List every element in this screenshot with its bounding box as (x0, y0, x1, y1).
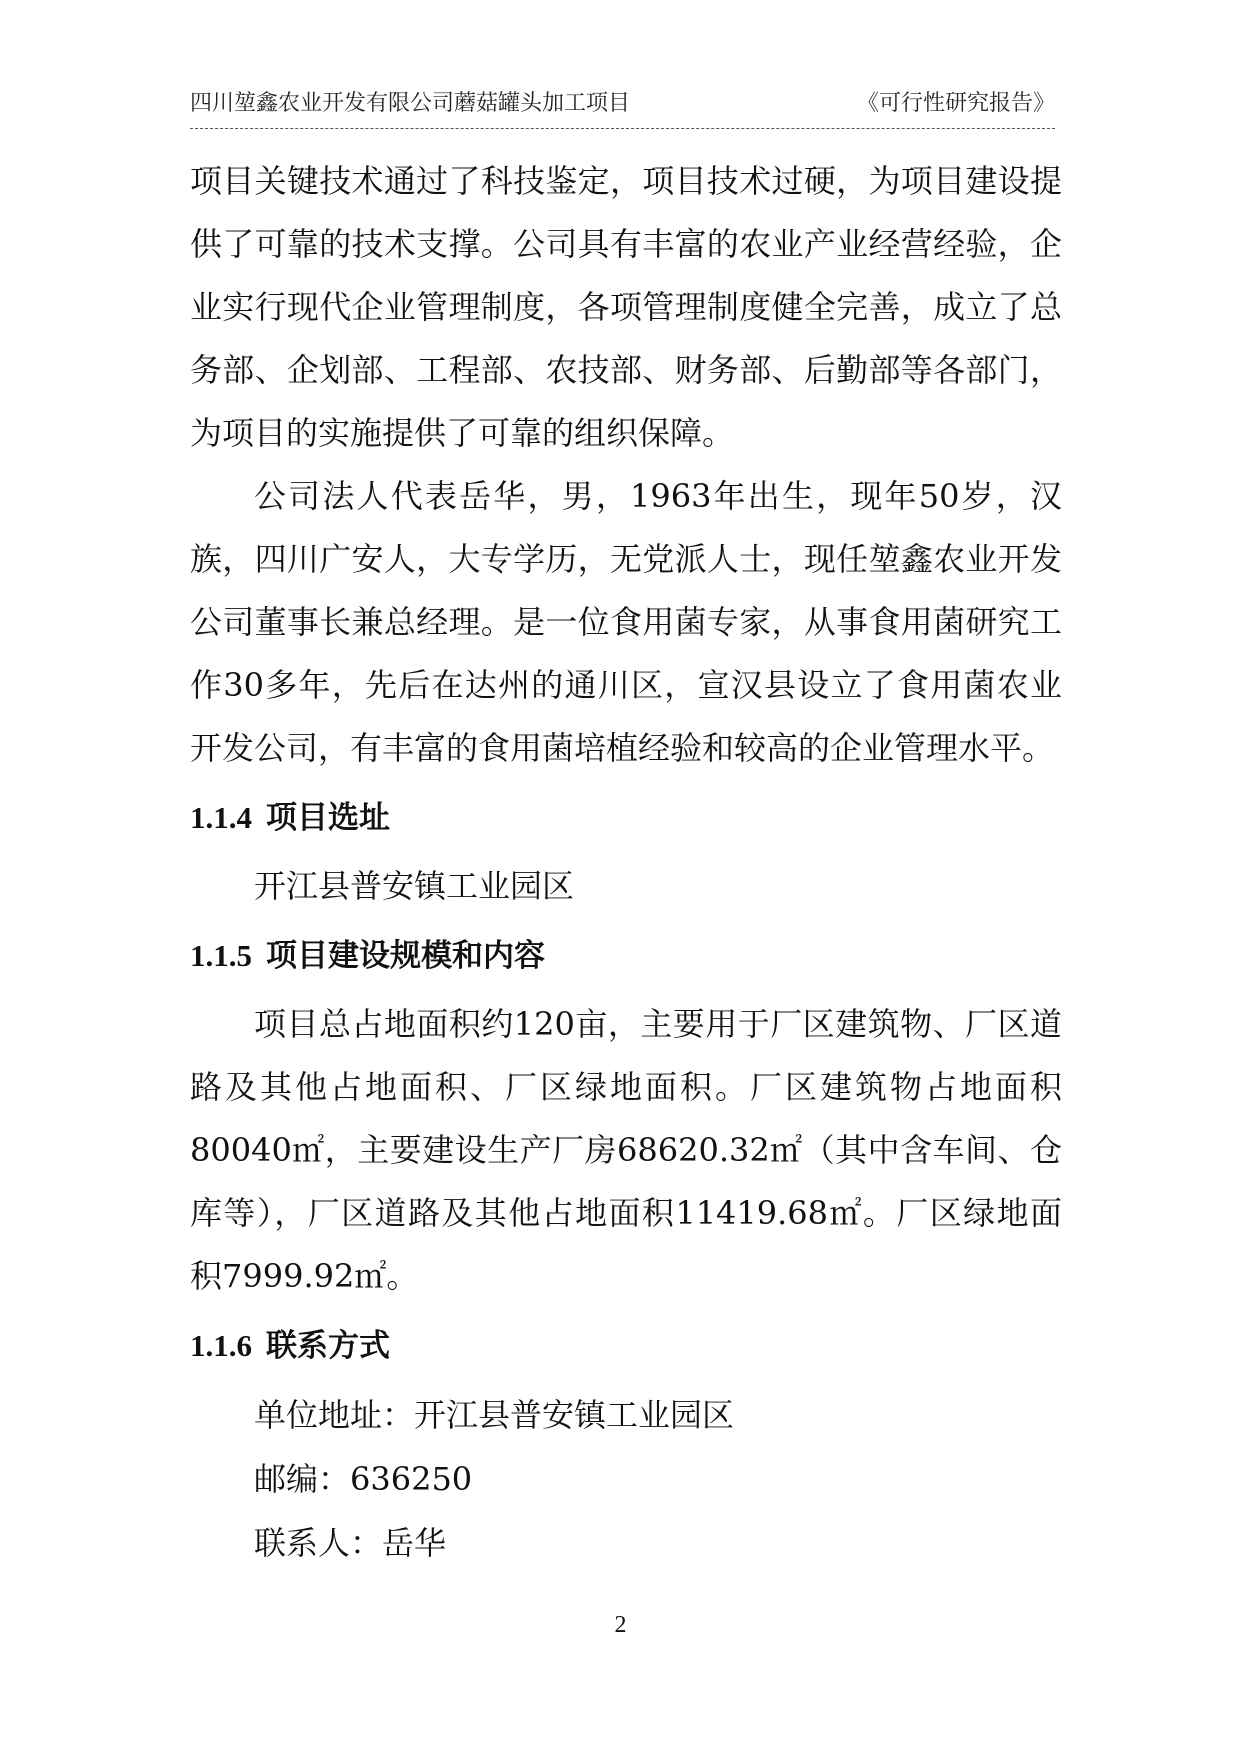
header-divider (190, 128, 1055, 129)
section-1-1-5-heading (190, 918, 1062, 993)
section-title: 项目选址 (266, 800, 390, 836)
contact-person: 联系人：岳华 (254, 1524, 447, 1562)
document-body (190, 150, 1062, 1575)
section-title: 项目建设规模和内容 (266, 938, 545, 974)
header-project-title: 四川堃鑫农业开发有限公司蘑菇罐头加工项目 (190, 91, 631, 116)
legal-representative-paragraph: 公司法人代表岳华，男，1963年出生，现年50岁，汉族，四川广安人，大专学历，无党派人士，现任堃鑫农业开发公司董事长兼总经理。是一位食用菌专家，从事食用菌研究工作30多年，先后在达州的通川区，宣汉县设立了食用菌农业开发公司，有丰富的食用菌培植经验和较高的企业管理水平。 (190, 477, 1062, 767)
section-number: 1.1.5 (190, 938, 252, 973)
project-site-paragraph: 开江县普安镇工业园区 (254, 867, 575, 905)
construction-scale-paragraph: 项目总占地面积约120亩，主要用于厂区建筑物、厂区道路及其他占地面积、厂区绿地面积。厂区建筑物占地面积80040㎡，主要建设生产厂房68620.32㎡（其中含车间、仓库等），厂区道路及其他占地面积11419.68㎡。厂区绿地面积7999.92㎡。 (190, 1005, 1062, 1295)
section-number: 1.1.6 (190, 1328, 252, 1363)
page-header (190, 86, 1055, 116)
section-1-1-6-heading (190, 1308, 1062, 1383)
contact-postcode: 邮编：636250 (254, 1460, 473, 1498)
contact-address: 单位地址：开江县普安镇工业园区 (254, 1396, 735, 1434)
intro-paragraph: 项目关键技术通过了科技鉴定，项目技术过硬，为项目建设提供了可靠的技术支撑。公司具有丰富的农业产业经营经验，企业实行现代企业管理制度，各项管理制度健全完善，成立了总务部、企划部、工程部、农技部、财务部、后勤部等各部门，为项目的实施提供了可靠的组织保障。 (190, 162, 1062, 452)
section-title: 联系方式 (266, 1328, 390, 1364)
page-number: 2 (614, 1612, 627, 1638)
section-1-1-4-heading (190, 780, 1062, 855)
header-report-title: 《可行性研究报告》 (856, 91, 1055, 116)
section-number: 1.1.4 (190, 800, 252, 835)
